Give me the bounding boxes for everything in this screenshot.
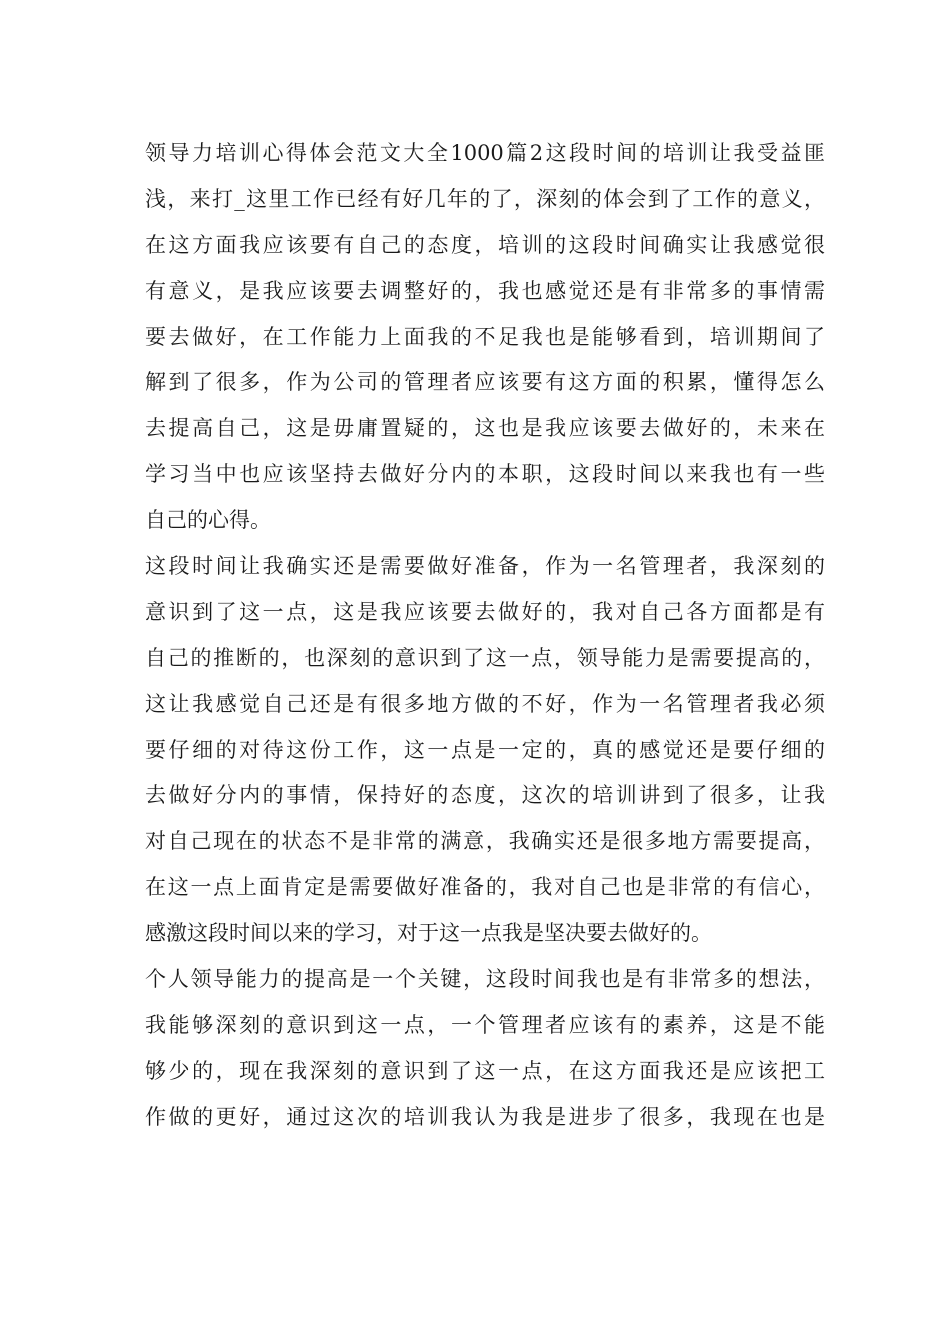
- text-line: 要去做好，在工作能力上面我的不足我也是能够看到，培训期间了: [145, 324, 825, 349]
- paragraph-3: [145, 957, 825, 1141]
- text-line: 自己的心得。: [145, 508, 271, 533]
- text-line: 我能够深刻的意识到这一点，一个管理者应该有的素养，这是不能: [145, 1012, 825, 1037]
- text-line: 要仔细的对待这份工作，这一点是一定的，真的感觉还是要仔细的: [145, 737, 825, 762]
- text-line: 在这一点上面肯定是需要做好准备的，我对自己也是非常的有信心，: [145, 875, 825, 900]
- text-line: 作做的更好，通过这次的培训我认为我是进步了很多，我现在也是: [145, 1104, 825, 1129]
- text-line: 领导力培训心得体会范文大全1000篇2这段时间的培训让我受益匪: [145, 141, 825, 165]
- text-line: 个人领导能力的提高是一个关键，这段时间我也是有非常多的想法，: [145, 967, 825, 992]
- paragraph-2: [145, 544, 825, 957]
- text-line: 自己的推断的，也深刻的意识到了这一点，领导能力是需要提高的，: [145, 645, 825, 670]
- text-line: 在这方面我应该要有自己的态度，培训的这段时间确实让我感觉很: [145, 232, 825, 257]
- text-line: 感激这段时间以来的学习，对于这一点我是坚决要去做好的。: [145, 921, 712, 946]
- text-line: 这段时间让我确实还是需要做好准备，作为一名管理者，我深刻的: [145, 554, 825, 579]
- paragraph-1: [145, 131, 825, 544]
- text-line: 这让我感觉自己还是有很多地方做的不好，作为一名管理者我必须: [145, 691, 825, 716]
- document-body: [145, 131, 825, 1141]
- text-line: 学习当中也应该坚持去做好分内的本职，这段时间以来我也有一些: [145, 462, 825, 487]
- text-line: 去做好分内的事情，保持好的态度，这次的培训讲到了很多，让我: [145, 783, 825, 808]
- text-line: 解到了很多，作为公司的管理者应该要有这方面的积累，懂得怎么: [145, 370, 825, 395]
- text-line: 有意义，是我应该要去调整好的，我也感觉还是有非常多的事情需: [145, 278, 825, 303]
- text-line: 对自己现在的状态不是非常的满意，我确实还是很多地方需要提高，: [145, 829, 825, 854]
- text-line: 浅，来打_这里工作已经有好几年的了，深刻的体会到了工作的意义，: [145, 186, 825, 211]
- text-line: 够少的，现在我深刻的意识到了这一点，在这方面我还是应该把工: [145, 1058, 825, 1083]
- text-line: 去提高自己，这是毋庸置疑的，这也是我应该要去做好的，未来在: [145, 416, 825, 441]
- text-line: 意识到了这一点，这是我应该要去做好的，我对自己各方面都是有: [145, 599, 825, 624]
